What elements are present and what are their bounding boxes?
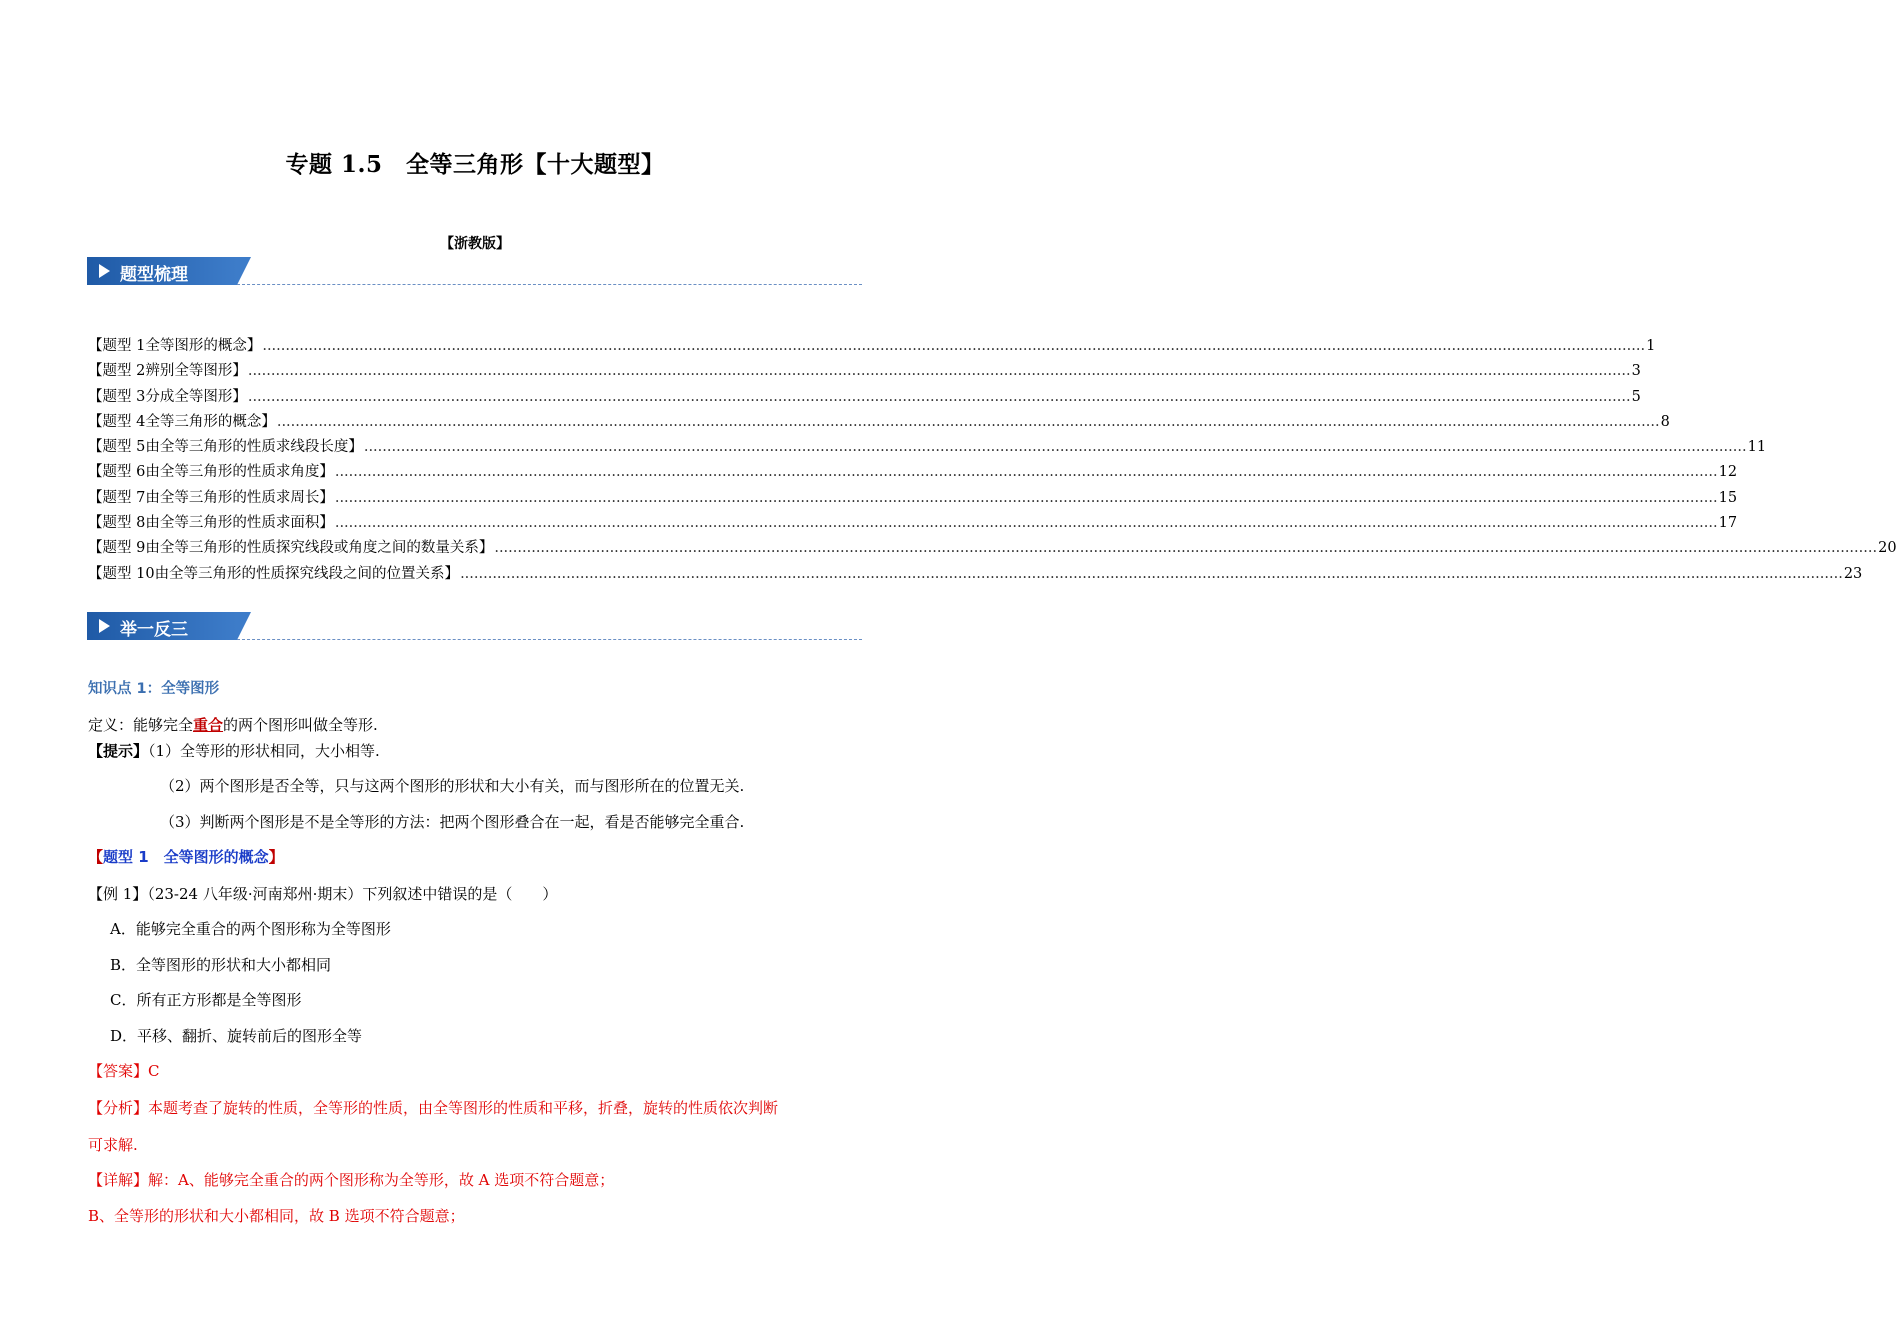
analysis-text: 本题考查了旋转的性质，全等形的性质，由全等图形的性质和平移，折叠，旋转的性质依次判断 <box>148 1099 779 1117</box>
toc-title: 由全等三角形的性质求线段长度】 <box>145 439 363 456</box>
toc-page-number: 20 <box>1878 540 1897 557</box>
detail-text: 解：A、能够完全重合的两个图形称为全等形，故 A 选项不符合题意； <box>148 1171 615 1189</box>
toc-number: 【题型 4 <box>88 413 146 430</box>
answer-line <box>88 1060 160 1081</box>
toc-page-number: 17 <box>1718 515 1738 532</box>
bracket-open: 【 <box>88 848 104 866</box>
detail-line-1 <box>88 1169 614 1190</box>
toc-entry[interactable] <box>88 385 1641 410</box>
toc-page-number: 1 <box>1646 338 1656 354</box>
toc-number: 【题型 7 <box>88 489 146 506</box>
banner-label: 举一反三 <box>120 620 188 640</box>
toc-leader-dots: ............................................................................................................................................................................................................................................................................................................ <box>262 338 1646 354</box>
detail-label: 【详解】 <box>88 1171 149 1189</box>
toc-page-number: 8 <box>1660 413 1670 430</box>
page-title: 专题 1.5 全等三角形【十大题型】 <box>285 151 665 178</box>
toc-leader-dots: ............................................................................................................................................................................................................................................................................................................ <box>276 413 1660 430</box>
question-type-label: 题型 1 全等图形的概念 <box>103 848 269 866</box>
toc-title: 分成全等图形】 <box>145 388 247 405</box>
toc-number: 【题型 9 <box>88 540 146 557</box>
toc-page-number: 3 <box>1631 363 1641 380</box>
toc-entry[interactable] <box>88 460 1738 485</box>
tip-3: （3）判断两个图形是不是全等形的方法：把两个图形叠合在一起，看是否能够完全重合. <box>160 813 745 831</box>
dashed-divider <box>237 639 862 640</box>
answer-value: C <box>148 1062 160 1080</box>
answer-label: 【答案】 <box>88 1062 149 1080</box>
banner-label: 题型梳理 <box>120 265 188 285</box>
toc-title: 由全等三角形的性质求面积】 <box>145 515 334 532</box>
analysis-line-2: 可求解. <box>88 1136 138 1154</box>
toc-number: 【题型 3 <box>88 388 146 405</box>
section-banner-question-types <box>87 257 862 287</box>
toc-entry[interactable] <box>88 435 1767 460</box>
question-type-heading <box>88 846 284 867</box>
option-b: B．全等图形的形状和大小都相同 <box>110 956 332 974</box>
toc-entry[interactable] <box>88 334 1656 359</box>
toc-title: 由全等三角形的性质探究线段之间的位置关系】 <box>154 565 460 582</box>
toc-entry[interactable] <box>88 511 1738 536</box>
toc-leader-dots: ............................................................................................................................................................................................................................................................................................................ <box>460 565 1843 582</box>
tip-1: （1）全等形的形状相同，大小相等. <box>148 742 380 760</box>
option-d: D．平移、翻折、旋转前后的图形全等 <box>110 1027 363 1045</box>
toc-entry[interactable] <box>88 486 1738 511</box>
toc-leader-dots: ............................................................................................................................................................................................................................................................................................................ <box>334 515 1718 532</box>
toc-page-number: 12 <box>1718 464 1738 481</box>
toc-number: 【题型 6 <box>88 464 146 481</box>
toc-leader-dots: ............................................................................................................................................................................................................................................................................................................ <box>247 388 1631 405</box>
toc-number: 【题型 1 <box>88 338 146 354</box>
play-triangle-icon <box>99 619 110 633</box>
toc-entry[interactable] <box>88 562 1863 587</box>
toc-title: 由全等三角形的性质求周长】 <box>145 489 334 506</box>
definition-text <box>88 714 378 735</box>
tip-label: 【提示】 <box>88 742 149 760</box>
toc-title: 全等三角形的概念】 <box>145 413 276 430</box>
option-a: A．能够完全重合的两个图形称为全等图形 <box>110 920 391 938</box>
tip-line-1 <box>88 740 380 761</box>
option-c: C．所有正方形都是全等图形 <box>110 991 302 1009</box>
edition-label: 【浙教版】 <box>440 236 510 252</box>
toc-page-number: 15 <box>1718 489 1738 506</box>
toc-entry[interactable] <box>88 410 1670 435</box>
example-label: 【例 1】 <box>88 885 148 903</box>
toc-page-number: 11 <box>1747 439 1767 456</box>
definition-post: 的两个图形叫做全等形. <box>223 716 378 734</box>
definition-pre: 定义：能够完全 <box>88 716 194 734</box>
toc-page-number: 5 <box>1631 388 1641 405</box>
toc-title: 由全等三角形的性质求角度】 <box>145 464 334 481</box>
toc-entry[interactable] <box>88 536 1897 561</box>
dashed-divider <box>237 284 862 285</box>
toc-title: 全等图形的概念】 <box>145 338 262 354</box>
toc-title: 由全等三角形的性质探究线段或角度之间的数量关系】 <box>145 540 494 557</box>
table-of-contents <box>88 334 1897 587</box>
toc-entry[interactable] <box>88 359 1641 384</box>
detail-line-2: B、全等形的形状和大小都相同，故 B 选项不符合题意； <box>88 1207 465 1225</box>
analysis-line-1 <box>88 1097 778 1118</box>
play-triangle-icon <box>99 264 110 278</box>
knowledge-heading: 知识点 1：全等图形 <box>88 681 220 697</box>
toc-leader-dots: ............................................................................................................................................................................................................................................................................................................ <box>334 464 1718 481</box>
example-question <box>88 883 557 904</box>
example-text: （23-24 八年级·河南郑州·期末）下列叙述中错误的是（ ） <box>147 885 558 903</box>
toc-leader-dots: ............................................................................................................................................................................................................................................................................................................ <box>334 489 1718 506</box>
toc-number: 【题型 2 <box>88 363 146 380</box>
toc-leader-dots: ............................................................................................................................................................................................................................................................................................................ <box>494 540 1878 557</box>
toc-page-number: 23 <box>1843 565 1863 582</box>
toc-leader-dots: ............................................................................................................................................................................................................................................................................................................ <box>247 363 1631 380</box>
toc-title: 辨别全等图形】 <box>145 363 247 380</box>
section-banner-examples <box>87 612 862 642</box>
definition-highlight: 重合 <box>193 716 224 734</box>
toc-leader-dots: ............................................................................................................................................................................................................................................................................................................ <box>363 439 1747 456</box>
tip-2: （2）两个图形是否全等，只与这两个图形的形状和大小有关，而与图形所在的位置无关. <box>160 777 745 795</box>
toc-number: 【题型 5 <box>88 439 146 456</box>
bracket-close: 】 <box>268 848 284 866</box>
toc-number: 【题型 10 <box>88 565 155 582</box>
toc-number: 【题型 8 <box>88 515 146 532</box>
analysis-label: 【分析】 <box>88 1099 149 1117</box>
